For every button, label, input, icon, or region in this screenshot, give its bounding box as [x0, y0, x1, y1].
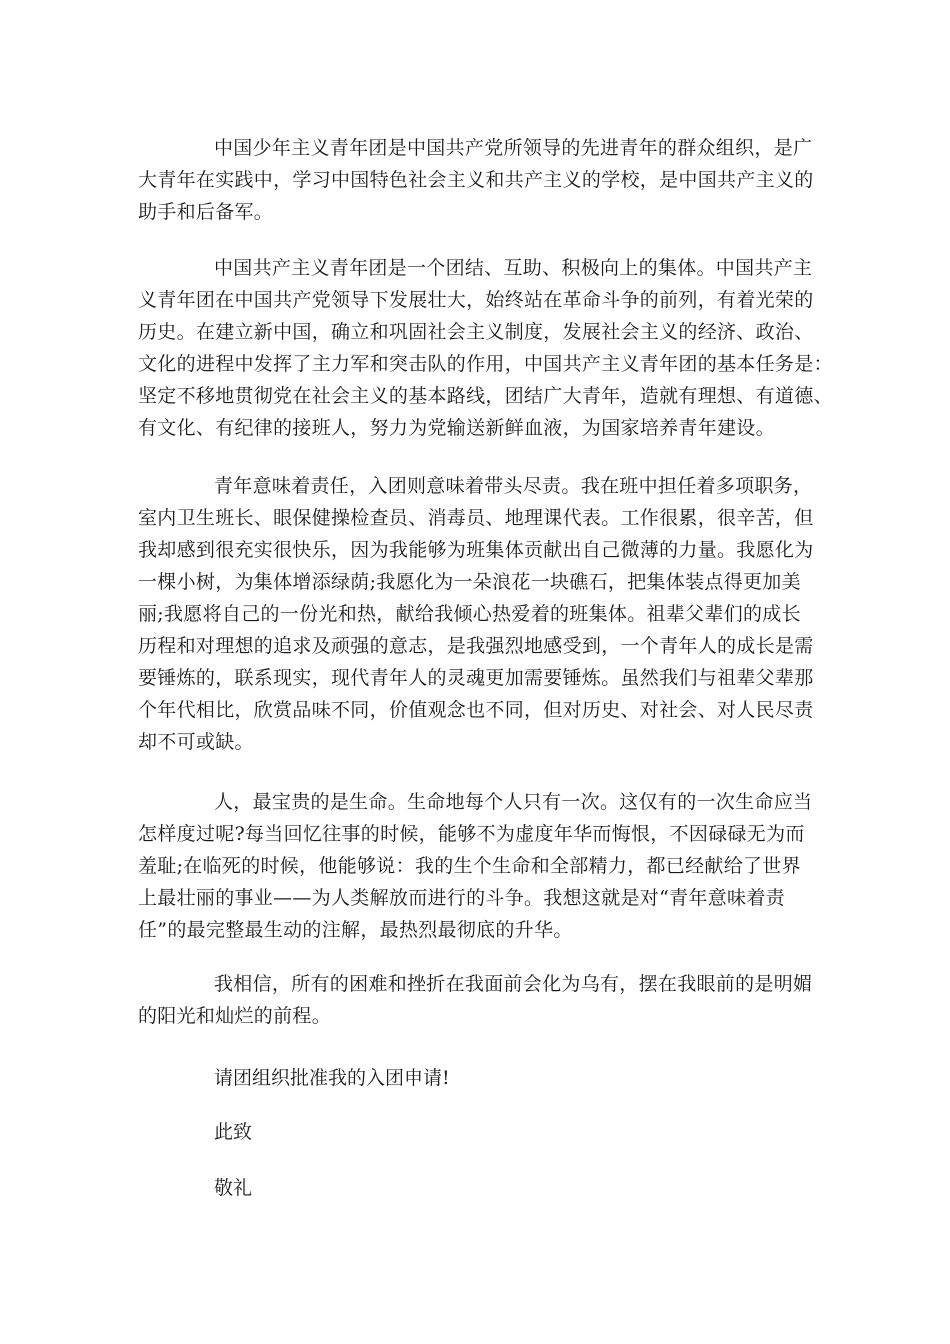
paragraph-line: 怎样度过呢?每当回忆往事的时候，能够不为虚度年华而悔恨，不因碌碌无为而	[138, 823, 805, 845]
paragraph-line: 羞耻;在临死的时候，他能够说：我的生个生命和全部精力，都已经献给了世界	[138, 855, 801, 877]
paragraph-line: 青年意味着责任，入团则意味着带头尽责。我在班中担任着多项职务，	[214, 475, 813, 497]
paragraph-line: 我却感到很充实很快乐，因为我能够为班集体贡献出自己微薄的力量。我愿化为	[138, 539, 814, 561]
paragraph-3	[138, 470, 828, 758]
paragraph-line: 个年代相比，欣赏品味不同，价值观念也不同，但对历史、对社会、对人民尽责	[138, 699, 814, 721]
paragraph-line: 文化的进程中发挥了主力军和突击队的作用，中国共产主义青年团的基本任务是：	[138, 353, 833, 375]
paragraph-line: 一棵小树，为集体增添绿荫;我愿化为一朵浪花一块礁石，把集体装点得更加美	[138, 571, 801, 593]
closing-request: 请团组织批准我的入团申请!	[214, 1067, 450, 1089]
paragraph-line: 历史。在建立新中国，确立和巩固社会主义制度，发展社会主义的经济、政治、	[138, 321, 814, 343]
closing-regards: 敬礼	[214, 1177, 253, 1199]
paragraph-line: 上最壮丽的事业——为人类解放而进行的斗争。我想这就是对“青年意味着责	[138, 887, 785, 909]
paragraph-line: 人，最宝贵的是生命。生命地每个人只有一次。这仅有的一次生命应当	[214, 791, 813, 813]
paragraph-line: 任”的最完整最生动的注解，最热烈最彻底的升华。	[138, 919, 573, 941]
paragraph-line: 中国共产主义青年团是一个团结、互助、积极向上的集体。中国共产主	[214, 257, 813, 279]
paragraph-4	[138, 786, 828, 946]
paragraph-line: 有文化、有纪律的接班人，努力为党输送新鲜血液，为国家培养青年建设。	[138, 417, 775, 439]
closing-salutation: 此致	[214, 1121, 253, 1143]
paragraph-line: 历程和对理想的追求及顽强的意志，是我强烈地感受到，一个青年人的成长是需	[138, 635, 814, 657]
paragraph-line: 的阳光和灿烂的前程。	[138, 1005, 332, 1027]
paragraph-line: 室内卫生班长、眼保健操检查员、消毒员、地理课代表。工作很累，很辛苦，但	[138, 507, 814, 529]
paragraph-line: 丽;我愿将自己的一份光和热，献给我倾心热爱着的班集体。祖辈父辈们的成长	[138, 603, 801, 625]
paragraph-line: 要锤炼的，联系现实，现代青年人的灵魂更加需要锤炼。虽然我们与祖辈父辈那	[138, 667, 814, 689]
paragraph-5	[138, 968, 828, 1032]
paragraph-line: 却不可或缺。	[138, 731, 254, 753]
paragraph-line: 我相信，所有的困难和挫折在我面前会化为乌有，摆在我眼前的是明媚	[214, 973, 813, 995]
paragraph-line: 大青年在实践中，学习中国特色社会主义和共产主义的学校，是中国共产主义的	[138, 169, 814, 191]
paragraph-line: 义青年团在中国共产党领导下发展壮大，始终站在革命斗争的前列，有着光荣的	[138, 289, 814, 311]
paragraph-1	[138, 132, 828, 228]
paragraph-2	[138, 252, 833, 444]
paragraph-line: 助手和后备军。	[138, 201, 274, 223]
paragraph-line: 中国少年主义青年团是中国共产党所领导的先进青年的群众组织，是广	[214, 137, 813, 159]
paragraph-line: 坚定不移地贯彻党在社会主义的基本路线，团结广大青年，造就有理想、有道德、	[138, 385, 833, 407]
